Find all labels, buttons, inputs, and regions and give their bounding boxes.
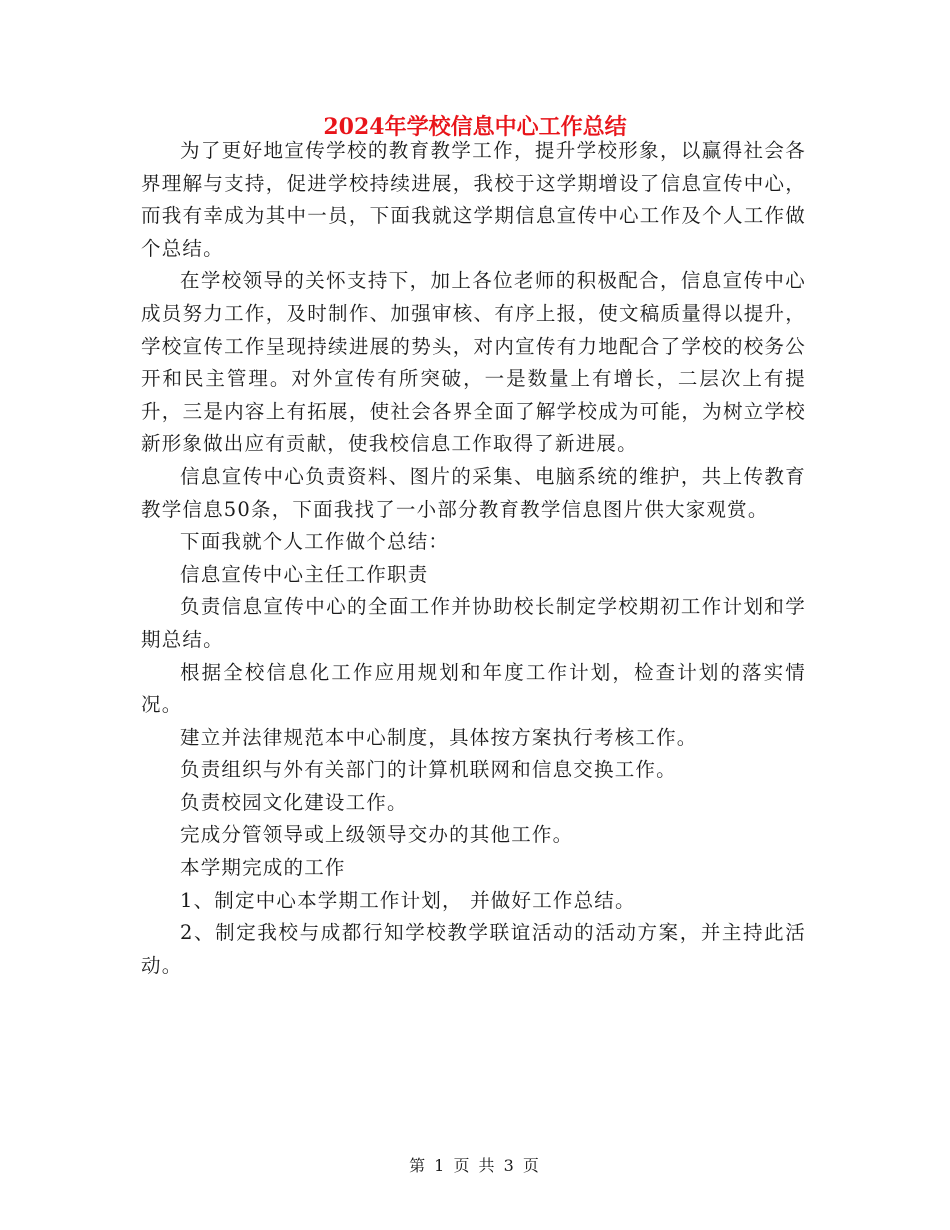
document-title: 2024年学校信息中心工作总结 (323, 114, 627, 140)
paragraph-intro: 为了更好地宣传学校的教育教学工作，提升学校形象，以赢得社会各界理解与支持，促进学校持续进展，我校于这学期增设了信息宣传中心，而我有幸成为其中一员，下面我就这学期信息宣传中心工作及个人工作做个总结。 (141, 139, 806, 260)
document-body (141, 135, 806, 982)
section-heading-completed: 本学期完成的工作 (180, 856, 346, 880)
completed-item: 2、制定我校与成都行知学校教学联谊活动的活动方案，并主持此活动。 (141, 921, 806, 977)
duty-item: 负责校园文化建设工作。 (180, 790, 408, 814)
section-heading-duties: 信息宣传中心主任工作职责 (180, 562, 429, 586)
paragraph-personal-summary: 下面我就个人工作做个总结： (180, 530, 450, 554)
paragraph-info-center: 信息宣传中心负责资料、图片的采集、电脑系统的维护，共上传教育教学信息50条，下面我找了一小部分教育教学信息图片供大家观赏。 (141, 464, 806, 521)
duty-item: 负责组织与外有关部门的计算机联网和信息交换工作。 (180, 758, 677, 782)
duty-item: 根据全校信息化工作应用规划和年度工作计划，检查计划的落实情况。 (141, 660, 806, 717)
paragraph-achievements: 在学校领导的关怀支持下，加上各位老师的积极配合，信息宣传中心成员努力工作，及时制作、加强审核、有序上报，使文稿质量得以提升，学校宣传工作呈现持续进展的势头，对内宣传有力地配合了学校的校务公开和民主管理。对外宣传有所突破，一是数量上有增长，二层次上有提升，三是内容上有拓展，使社会各界全面了解学校成为可能，为树立学校新形象做出应有贡献，使我校信息工作取得了新进展。 (141, 269, 806, 456)
duty-item: 负责信息宣传中心的全面工作并协助校长制定学校期初工作计划和学期总结。 (141, 595, 806, 651)
duty-item: 完成分管领导或上级领导交办的其他工作。 (180, 823, 574, 847)
duty-item: 建立并法律规范本中心制度，具体按方案执行考核工作。 (180, 725, 698, 749)
page-number: 第 1 页 共 3 页 (409, 1156, 541, 1175)
completed-item: 1、制定中心本学期工作计划， 并做好工作总结。 (180, 888, 636, 912)
